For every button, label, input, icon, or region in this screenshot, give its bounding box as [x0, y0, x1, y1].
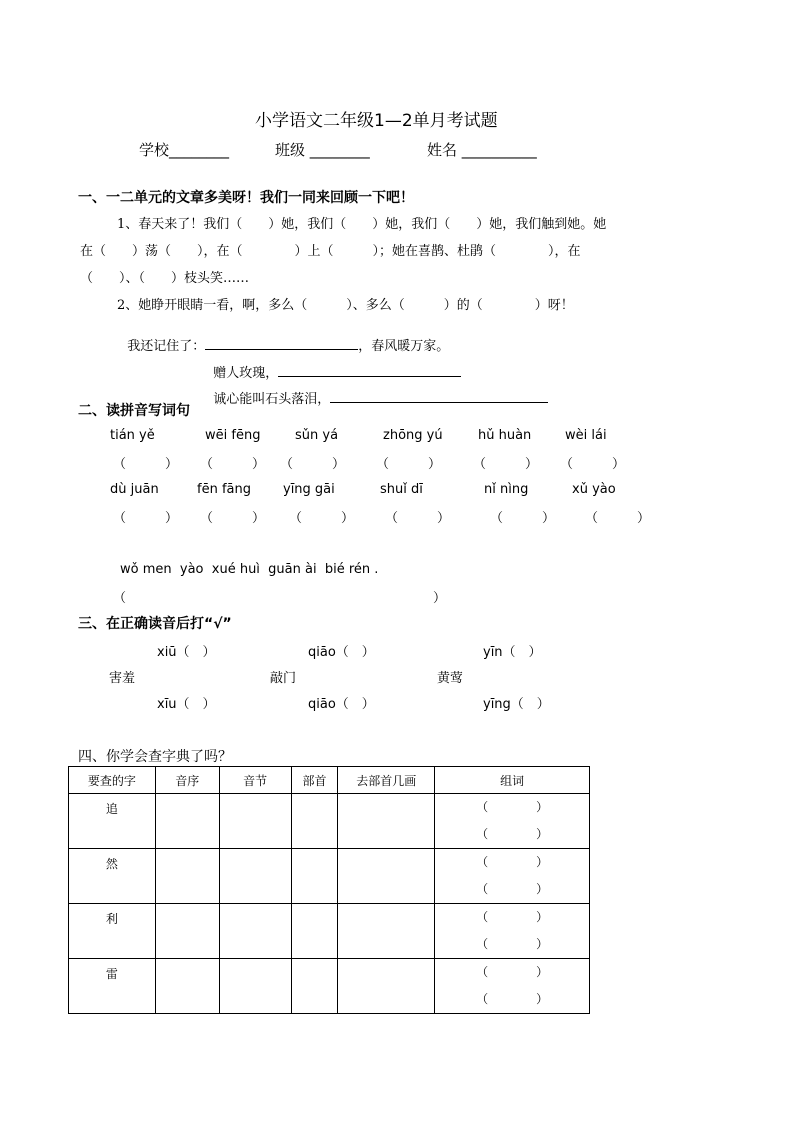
section-4-heading: 四、你学会查字典了吗？ — [78, 749, 232, 765]
char-cell: 利 — [69, 904, 156, 959]
pinyin-r1-4: zhōng yú — [383, 428, 443, 443]
answer-r2-5[interactable]: （ ） — [490, 511, 556, 526]
answer-r2-4[interactable]: （ ） — [385, 511, 451, 526]
col-header-words: 组词 — [435, 767, 590, 794]
dictionary-table — [68, 766, 590, 1014]
pinyin-r2-6: xǔ yào — [572, 482, 616, 497]
pinyin-r2-5: nǐ nìng — [484, 482, 529, 497]
s1-q1-line1: 1、春天来了！我们（ ）她，我们（ ）她，我们（ ）她，我们触到她。她 — [117, 217, 607, 232]
order-cell[interactable] — [155, 904, 219, 959]
radical-cell[interactable] — [291, 794, 338, 849]
word-blank[interactable]: （ ） — [476, 827, 549, 841]
words-cell — [435, 849, 590, 904]
words-cell — [435, 904, 590, 959]
answer-r2-2[interactable]: （ ） — [200, 511, 266, 526]
words-cell — [435, 794, 590, 849]
pinyin-r1-2: wēi fēng — [205, 428, 261, 443]
s1-q3b-label: 赠人玫瑰， — [213, 366, 279, 381]
strokes-cell[interactable] — [338, 849, 435, 904]
word-blank[interactable]: （ ） — [476, 855, 549, 869]
s1-q3c-label: 诚心能叫石头落泪， — [213, 392, 331, 407]
answer-r1-6[interactable]: （ ） — [560, 457, 626, 472]
table-row — [69, 794, 590, 849]
strokes-cell[interactable] — [338, 794, 435, 849]
s1-q3c-blank[interactable] — [330, 388, 548, 403]
word-blank[interactable]: （ ） — [476, 800, 549, 814]
radical-cell[interactable] — [291, 904, 338, 959]
col-header-strokes: 去部首几画 — [338, 767, 435, 794]
s1-q3a-end: ，春风暖万家。 — [358, 339, 450, 354]
answer-r1-1[interactable]: （ ） — [113, 457, 179, 472]
sentence-close-paren[interactable]: ） — [433, 591, 447, 606]
pinyin-r2-2: fēn fāng — [197, 482, 251, 497]
school-field[interactable]: 学校________ — [139, 141, 230, 159]
s3-bottom-2[interactable]: qiāo（ ） — [308, 697, 375, 712]
s3-word-3: 黄莺 — [437, 671, 464, 686]
char-cell: 雷 — [69, 959, 156, 1014]
answer-r2-3[interactable]: （ ） — [289, 511, 355, 526]
s1-q1-line3: （ ）、（ ）枝头笑…… — [80, 271, 250, 286]
word-blank[interactable]: （ ） — [476, 992, 549, 1006]
word-blank[interactable]: （ ） — [476, 965, 549, 979]
s1-q3c — [205, 373, 548, 407]
s1-q2-line1: 2、她睁开眼睛一看，啊，多么（ ）、多么（ ）的（ ）呀！ — [117, 298, 574, 313]
pinyin-r1-5: hǔ huàn — [478, 428, 532, 443]
section-2-heading: 二、读拼音写词句 — [78, 403, 190, 419]
table-row — [69, 959, 590, 1014]
pinyin-r2-4: shuǐ dī — [380, 482, 423, 497]
name-field[interactable]: 姓名 __________ — [427, 141, 537, 159]
answer-r2-1[interactable]: （ ） — [113, 511, 179, 526]
s3-word-2: 敲门 — [270, 671, 297, 686]
word-blank[interactable]: （ ） — [476, 882, 549, 896]
char-cell: 然 — [69, 849, 156, 904]
pinyin-r1-1: tián yě — [110, 428, 155, 443]
col-header-order: 音序 — [155, 767, 219, 794]
order-cell[interactable] — [155, 794, 219, 849]
strokes-cell[interactable] — [338, 904, 435, 959]
syllable-cell[interactable] — [219, 849, 291, 904]
table-row — [69, 849, 590, 904]
pinyin-r1-6: wèi lái — [565, 428, 607, 443]
col-header-syllable: 音节 — [219, 767, 291, 794]
radical-cell[interactable] — [291, 849, 338, 904]
answer-r1-2[interactable]: （ ） — [200, 457, 266, 472]
table-row — [69, 904, 590, 959]
col-header-radical: 部首 — [291, 767, 338, 794]
answer-r2-6[interactable]: （ ） — [585, 511, 651, 526]
answer-r1-4[interactable]: （ ） — [376, 457, 442, 472]
pinyin-r1-3: sǔn yá — [295, 428, 339, 443]
class-field[interactable]: 班级 ________ — [275, 141, 370, 159]
radical-cell[interactable] — [291, 959, 338, 1014]
pinyin-sentence: wǒ men yào xué huì guān ài bié rén . — [120, 562, 379, 577]
s3-top-3[interactable]: yīn（ ） — [483, 645, 542, 660]
char-cell: 追 — [69, 794, 156, 849]
section-1-heading: 一、一二单元的文章多美呀！我们一同来回顾一下吧！ — [78, 190, 414, 206]
col-header-char: 要查的字 — [69, 767, 156, 794]
word-blank[interactable]: （ ） — [476, 910, 549, 924]
pinyin-r2-1: dù juān — [110, 482, 159, 497]
words-cell — [435, 959, 590, 1014]
s3-top-2[interactable]: qiāo（ ） — [308, 645, 375, 660]
strokes-cell[interactable] — [338, 959, 435, 1014]
syllable-cell[interactable] — [219, 794, 291, 849]
pinyin-r2-3: yīng gāi — [283, 482, 335, 497]
answer-r1-3[interactable]: （ ） — [280, 457, 346, 472]
s1-q3a-label: 我还记住了： — [127, 339, 206, 354]
s3-bottom-3[interactable]: yīng（ ） — [483, 697, 550, 712]
s3-word-1: 害羞 — [109, 671, 136, 686]
s3-bottom-1[interactable]: xīu（ ） — [157, 697, 216, 712]
syllable-cell[interactable] — [219, 959, 291, 1014]
order-cell[interactable] — [155, 849, 219, 904]
order-cell[interactable] — [155, 959, 219, 1014]
page-title: 小学语文二年级1—2单月考试题 — [255, 111, 498, 131]
section-3-heading: 三、在正确读音后打“√” — [78, 616, 232, 632]
s1-q1-line2: 在（ ）荡（ ），在（ ）上（ ）；她在喜鹊、杜鹃（ ），在 — [80, 244, 581, 259]
table-header-row — [69, 767, 590, 794]
sentence-open-paren[interactable]: （ — [113, 591, 127, 606]
word-blank[interactable]: （ ） — [476, 937, 549, 951]
answer-r1-5[interactable]: （ ） — [473, 457, 539, 472]
syllable-cell[interactable] — [219, 904, 291, 959]
s3-top-1[interactable]: xiū（ ） — [157, 645, 216, 660]
